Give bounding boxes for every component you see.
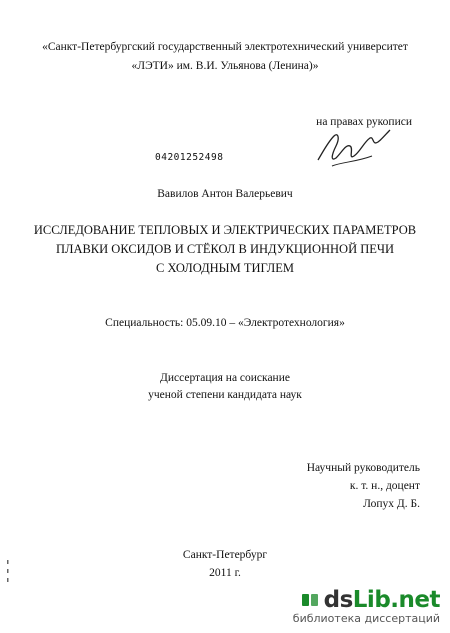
author-name: Вавилов Антон Валерьевич	[157, 188, 293, 200]
supervisor-name: Лопух Д. Б.	[363, 498, 420, 510]
supervisor-label: Научный руководитель	[306, 462, 420, 474]
supervisor-degree: к. т. н., доцент	[349, 480, 420, 492]
rights-note: на правах рукописи	[316, 116, 412, 128]
year: 2011 г.	[209, 567, 241, 579]
watermark-logo	[324, 588, 440, 612]
title-line-2: ПЛАВКИ ОКСИДОВ И СТЁКОЛ В ИНДУКЦИОННОЙ ПЕЧИ	[55, 242, 395, 256]
university-name-line1: «Санкт-Петербургский государственный электротехнический университет	[42, 41, 408, 53]
city: Санкт-Петербург	[182, 549, 268, 561]
logo-part-lib: Lib.net	[352, 587, 440, 613]
book-icon	[300, 590, 320, 610]
signature	[312, 116, 392, 172]
dslib-watermark[interactable]	[293, 588, 440, 625]
dissertation-line1: Диссертация на соискание	[160, 372, 290, 384]
registration-number: 04201252498	[155, 152, 224, 163]
title-line-3: С ХОЛОДНЫМ ТИГЛЕМ	[155, 261, 294, 275]
title-line-1: ИССЛЕДОВАНИЕ ТЕПЛОВЫХ И ЭЛЕКТРИЧЕСКИХ ПАРАМЕТРОВ	[33, 223, 417, 237]
university-name-line2: «ЛЭТИ» им. В.И. Ульянова (Ленина)»	[131, 60, 319, 72]
margin-mark	[6, 560, 10, 582]
dissertation-line2: ученой степени кандидата наук	[148, 389, 302, 401]
specialty: Специальность: 05.09.10 – «Электротехнология»	[105, 317, 345, 329]
logo-part-ds: ds	[323, 587, 353, 613]
watermark-subtitle: библиотека диссертаций	[292, 612, 440, 625]
